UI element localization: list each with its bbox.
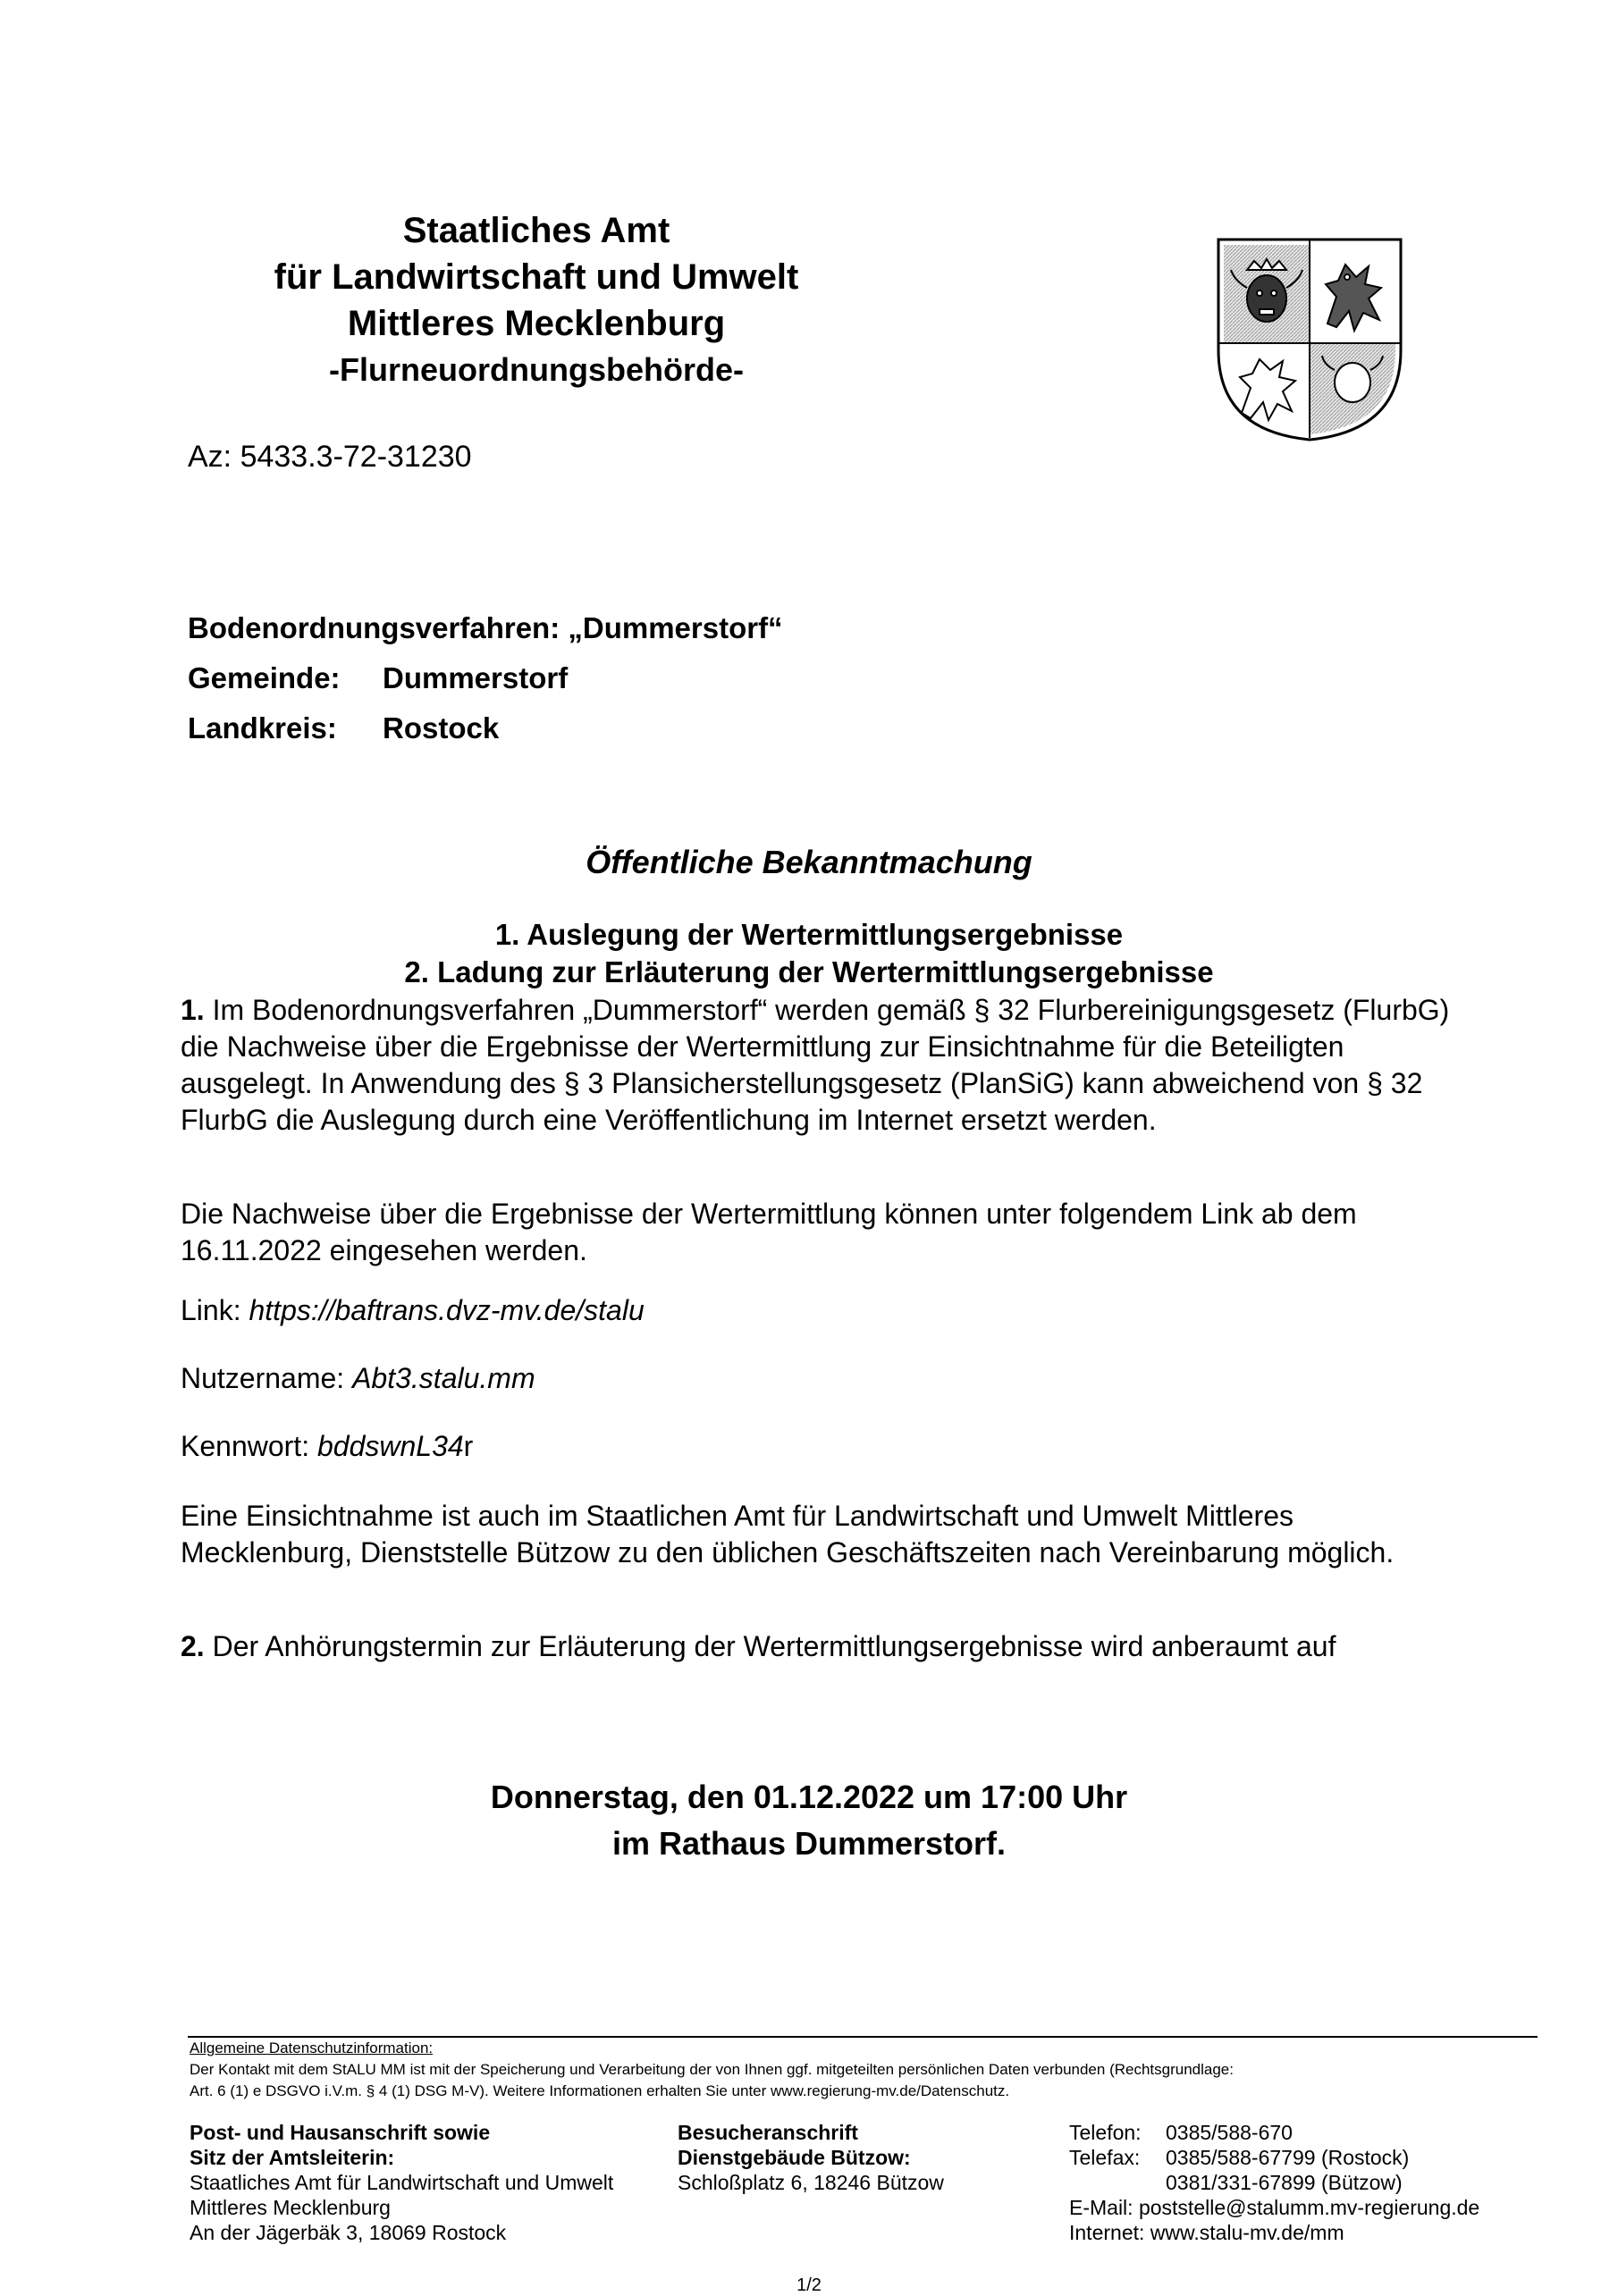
- postal-heading: Post- und Hausanschrift sowie: [190, 2121, 491, 2144]
- username-value: Abt3.stalu.mm: [352, 1362, 535, 1394]
- visitor-address: [678, 2120, 1053, 2195]
- evidence-paragraph: Die Nachweise über die Ergebnisse der Wertermittlung können unter folgendem Link ab dem 16.11.2022 eingesehen werden.: [181, 1198, 1357, 1266]
- appointment-place: im Rathaus Dummerstorf.: [611, 1825, 1007, 1862]
- visitor-line: Schloßplatz 6, 18246 Bützow: [678, 2171, 944, 2194]
- reference-number: Az: 5433.3-72-31230: [188, 440, 472, 474]
- agenda-items: [0, 916, 1618, 991]
- visitor-heading: Besucheranschrift: [678, 2121, 858, 2144]
- agenda-item: 2. Ladung zur Erläuterung der Wertermittlungsergebnisse: [404, 955, 1214, 988]
- password-label: Kennwort:: [181, 1430, 317, 1462]
- postal-line: An der Jägerbäk 3, 18069 Rostock: [190, 2221, 507, 2244]
- password-row: [181, 1428, 1450, 1465]
- section-2-number: 2.: [181, 1630, 205, 1662]
- section-2-paragraph: [181, 1628, 1450, 1665]
- header-line-4: -Flurneuordnungsbehörde-: [329, 351, 744, 388]
- district-label: Landkreis:: [188, 711, 337, 744]
- appointment-date: Donnerstag, den 01.12.2022 um 17:00 Uhr: [490, 1779, 1128, 1815]
- district-row: [188, 711, 499, 745]
- fax-value: 0381/331-67899 (Bützow): [1166, 2171, 1403, 2194]
- privacy-notice: [190, 2038, 1530, 2102]
- authority-header: [215, 207, 858, 393]
- privacy-heading: Allgemeine Datenschutzinformation:: [190, 2039, 434, 2056]
- postal-heading: Sitz der Amtsleiterin:: [190, 2146, 395, 2169]
- password-suffix: r: [463, 1430, 474, 1462]
- contact-info: [1069, 2120, 1534, 2245]
- page-number: 1/2: [796, 2275, 822, 2295]
- link-value[interactable]: https://baftrans.dvz-mv.de/stalu: [249, 1294, 645, 1326]
- website[interactable]: Internet: www.stalu-mv.de/mm: [1069, 2221, 1344, 2244]
- section-1-paragraph: [181, 992, 1450, 1139]
- section-2-text: Der Anhörungstermin zur Erläuterung der Wertermittlungsergebnisse wird anberaumt auf: [204, 1630, 1336, 1662]
- phone-value: 0385/588-670: [1166, 2121, 1293, 2144]
- username-row: [181, 1360, 1450, 1397]
- header-line-1: Staatliches Amt: [402, 211, 670, 250]
- fax-label: Telefax:: [1069, 2146, 1141, 2169]
- procedure-title: Bodenordnungsverfahren: „Dummerstorf“: [188, 611, 783, 644]
- link-label: Link:: [181, 1294, 249, 1326]
- header-line-3: Mittleres Mecklenburg: [347, 304, 726, 343]
- privacy-line: Der Kontakt mit dem StALU MM ist mit der Speicherung und Verarbeitung der von Ihnen ggf. mitgeteilten persönlichen Daten verbunden (Rechtsgrundlage:: [190, 2061, 1234, 2078]
- municipality-label: Gemeinde:: [188, 661, 341, 694]
- fax-value: 0385/588-67799 (Rostock): [1166, 2146, 1410, 2169]
- fax-row: [1069, 2170, 1534, 2195]
- postal-line: Mittleres Mecklenburg: [190, 2196, 391, 2219]
- appointment: [0, 1774, 1618, 1867]
- agenda-item: 1. Auslegung der Wertermittlungsergebnisse: [494, 918, 1124, 951]
- municipality-value: Dummerstorf: [383, 661, 569, 694]
- coat-of-arms-icon: [1211, 234, 1408, 445]
- username-label: Nutzername:: [181, 1362, 353, 1394]
- link-row: [181, 1292, 1450, 1329]
- section-1-number: 1.: [181, 994, 205, 1026]
- postal-address: [190, 2120, 672, 2245]
- section-1-text: Im Bodenordnungsverfahren „Dummerstorf“ werden gemäß § 32 Flurbereinigungsgesetz (FlurbG) die Nachweise über die Ergebnisse der Wertermittlung zur Einsichtnahme für die Beteiligten ausgelegt. In Anwendung des § 3 Plansicherstellungsgesetz (PlanSiG) kann abweichend von § 32 FlurbG die Auslegung durch eine Veröffentlichung im Internet ersetzt werden.: [181, 994, 1450, 1136]
- privacy-line: Art. 6 (1) e DSGVO i.V.m. § 4 (1) DSG M-V). Weitere Informationen erhalten Sie unter www.regierung-mv.de/Datenschutz.: [190, 2082, 1010, 2099]
- visitor-heading: Dienstgebäude Bützow:: [678, 2146, 911, 2169]
- district-value: Rostock: [383, 711, 500, 744]
- postal-line: Staatliches Amt für Landwirtschaft und Umwelt: [190, 2171, 614, 2194]
- fax-row: [1069, 2145, 1534, 2170]
- inspection-paragraph: Eine Einsichtnahme ist auch im Staatlichen Amt für Landwirtschaft und Umwelt Mittleres Mecklenburg, Dienststelle Bützow zu den üblichen Geschäftszeiten nach Vereinbarung möglich.: [181, 1500, 1395, 1569]
- phone-row: [1069, 2120, 1534, 2145]
- phone-label: Telefon:: [1069, 2121, 1142, 2144]
- municipality-row: [188, 661, 568, 695]
- password-value: bddswnL34: [316, 1430, 464, 1462]
- header-line-2: für Landwirtschaft und Umwelt: [274, 257, 799, 297]
- email[interactable]: E-Mail: poststelle@stalumm.mv-regierung.de: [1069, 2196, 1480, 2219]
- notice-title: Öffentliche Bekanntmachung: [586, 844, 1032, 880]
